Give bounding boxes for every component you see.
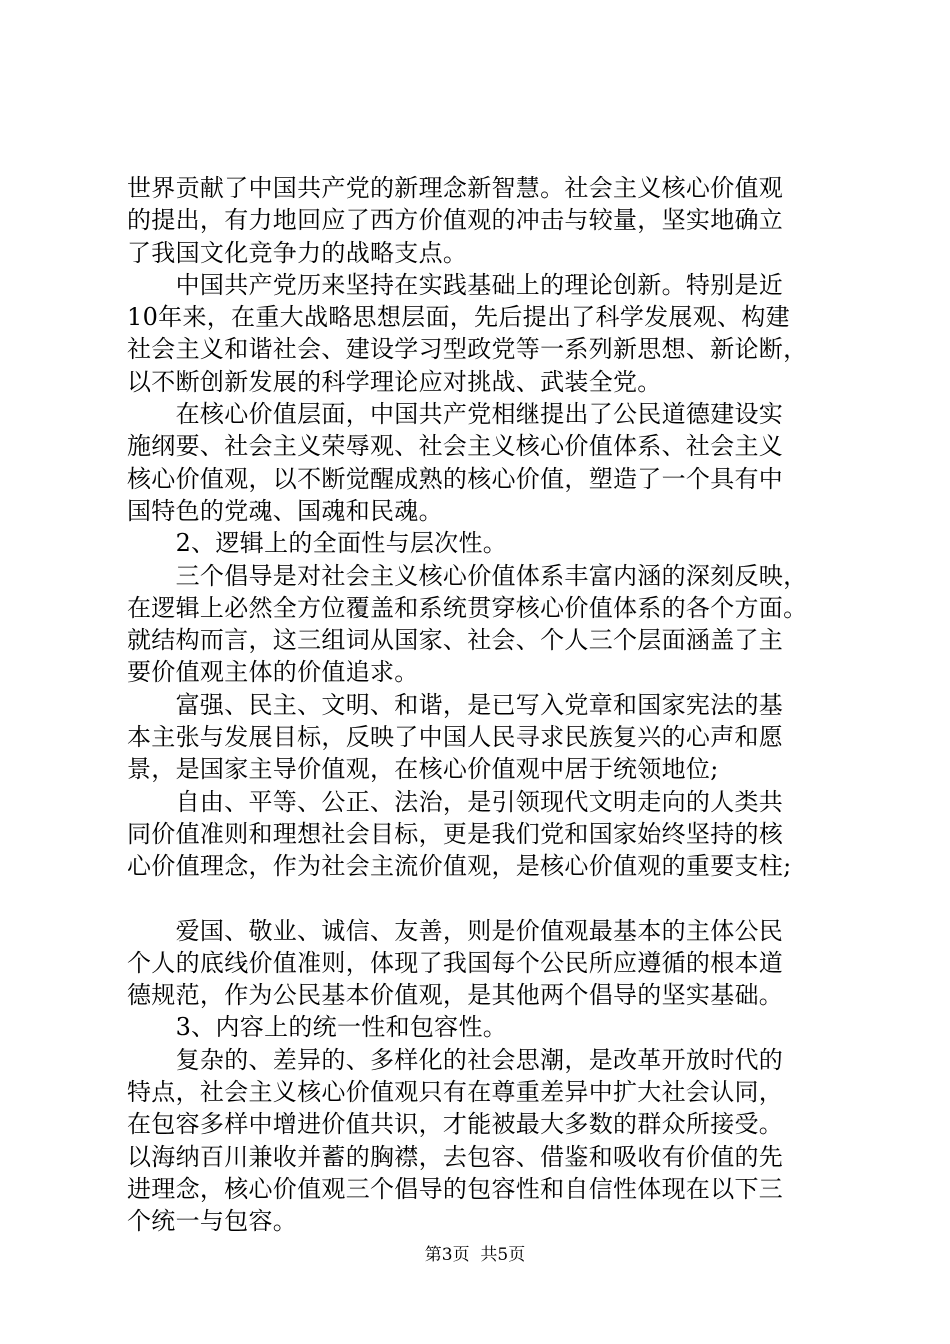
text-line: 同价值准则和理想社会目标，更是我们党和国家始终坚持的核: [127, 819, 784, 848]
text-line: 个统一与包容。: [127, 1207, 298, 1236]
text-line: 10年来，在重大战略思想层面，先后提出了科学发展观、构建: [127, 303, 790, 332]
text-line: 特点，社会主义核心价值观只有在尊重差异中扩大社会认同，: [127, 1078, 784, 1107]
text-line: 核心价值观，以不断觉醒成熟的核心价值，塑造了一个具有中: [127, 464, 784, 493]
text-line: 三个倡导是对社会主义核心价值体系丰富内涵的深刻反映，: [127, 561, 808, 590]
text-line: 要价值观主体的价值追求。: [127, 658, 419, 687]
text-line: 本主张与发展目标，反映了中国人民寻求民族复兴的心声和愿: [127, 723, 784, 752]
text-line: 施纲要、社会主义荣辱观、社会主义核心价值体系、社会主义: [127, 432, 784, 461]
text-line: 中国共产党历来坚持在实践基础上的理论创新。特别是近: [127, 270, 784, 299]
text-line: 以海纳百川兼收并蓄的胸襟，去包容、借鉴和吸收有价值的先: [127, 1142, 784, 1171]
text-line: 德规范，作为公民基本价值观，是其他两个倡导的坚实基础。: [127, 981, 784, 1010]
text-line: 在逻辑上必然全方位覆盖和系统贯穿核心价值体系的各个方面。: [127, 593, 808, 622]
document-body: [127, 172, 827, 1238]
text-line: 的提出，有力地回应了西方价值观的冲击与较量，坚实地确立: [127, 206, 784, 235]
text-line: 了我国文化竞争力的战略支点。: [127, 238, 468, 267]
text-line: 复杂的、差异的、多样化的社会思潮，是改革开放时代的: [127, 1045, 784, 1074]
text-line: 就结构而言，这三组词从国家、社会、个人三个层面涵盖了主: [127, 626, 784, 655]
text-line: 在核心价值层面，中国共产党相继提出了公民道德建设实: [127, 400, 784, 429]
text-line: 以不断创新发展的科学理论应对挑战、武装全党。: [127, 367, 662, 396]
text-line: 进理念，核心价值观三个倡导的包容性和自信性体现在以下三: [127, 1174, 784, 1203]
text-line: 自由、平等、公正、法治，是引领现代文明走向的人类共: [127, 787, 784, 816]
text-line: 个人的底线价值准则，体现了我国每个公民所应遵循的根本道: [127, 948, 784, 977]
text-line: 社会主义和谐社会、建设学习型政党等一系列新思想、新论断，: [127, 335, 808, 364]
section-heading: 3、内容上的统一性和包容性。: [127, 1013, 508, 1042]
text-line: 国特色的党魂、国魂和民魂。: [127, 496, 443, 525]
text-line: 世界贡献了中国共产党的新理念新智慧。社会主义核心价值观: [127, 174, 784, 202]
text-line: 景，是国家主导价值观，在核心价值观中居于统领地位;: [127, 755, 719, 784]
text-line: 心价值理念，作为社会主流价值观，是核心价值观的重要支柱;: [127, 852, 792, 881]
section-heading: 2、逻辑上的全面性与层次性。: [127, 529, 508, 558]
text-line: 在包容多样中增进价值共识，才能被最大多数的群众所接受。: [127, 1110, 784, 1139]
page-number-footer: 第3页 共5页: [424, 1245, 526, 1265]
text-line: 爱国、敬业、诚信、友善，则是价值观最基本的主体公民: [127, 916, 784, 945]
text-line: 富强、民主、文明、和谐，是已写入党章和国家宪法的基: [127, 690, 784, 719]
